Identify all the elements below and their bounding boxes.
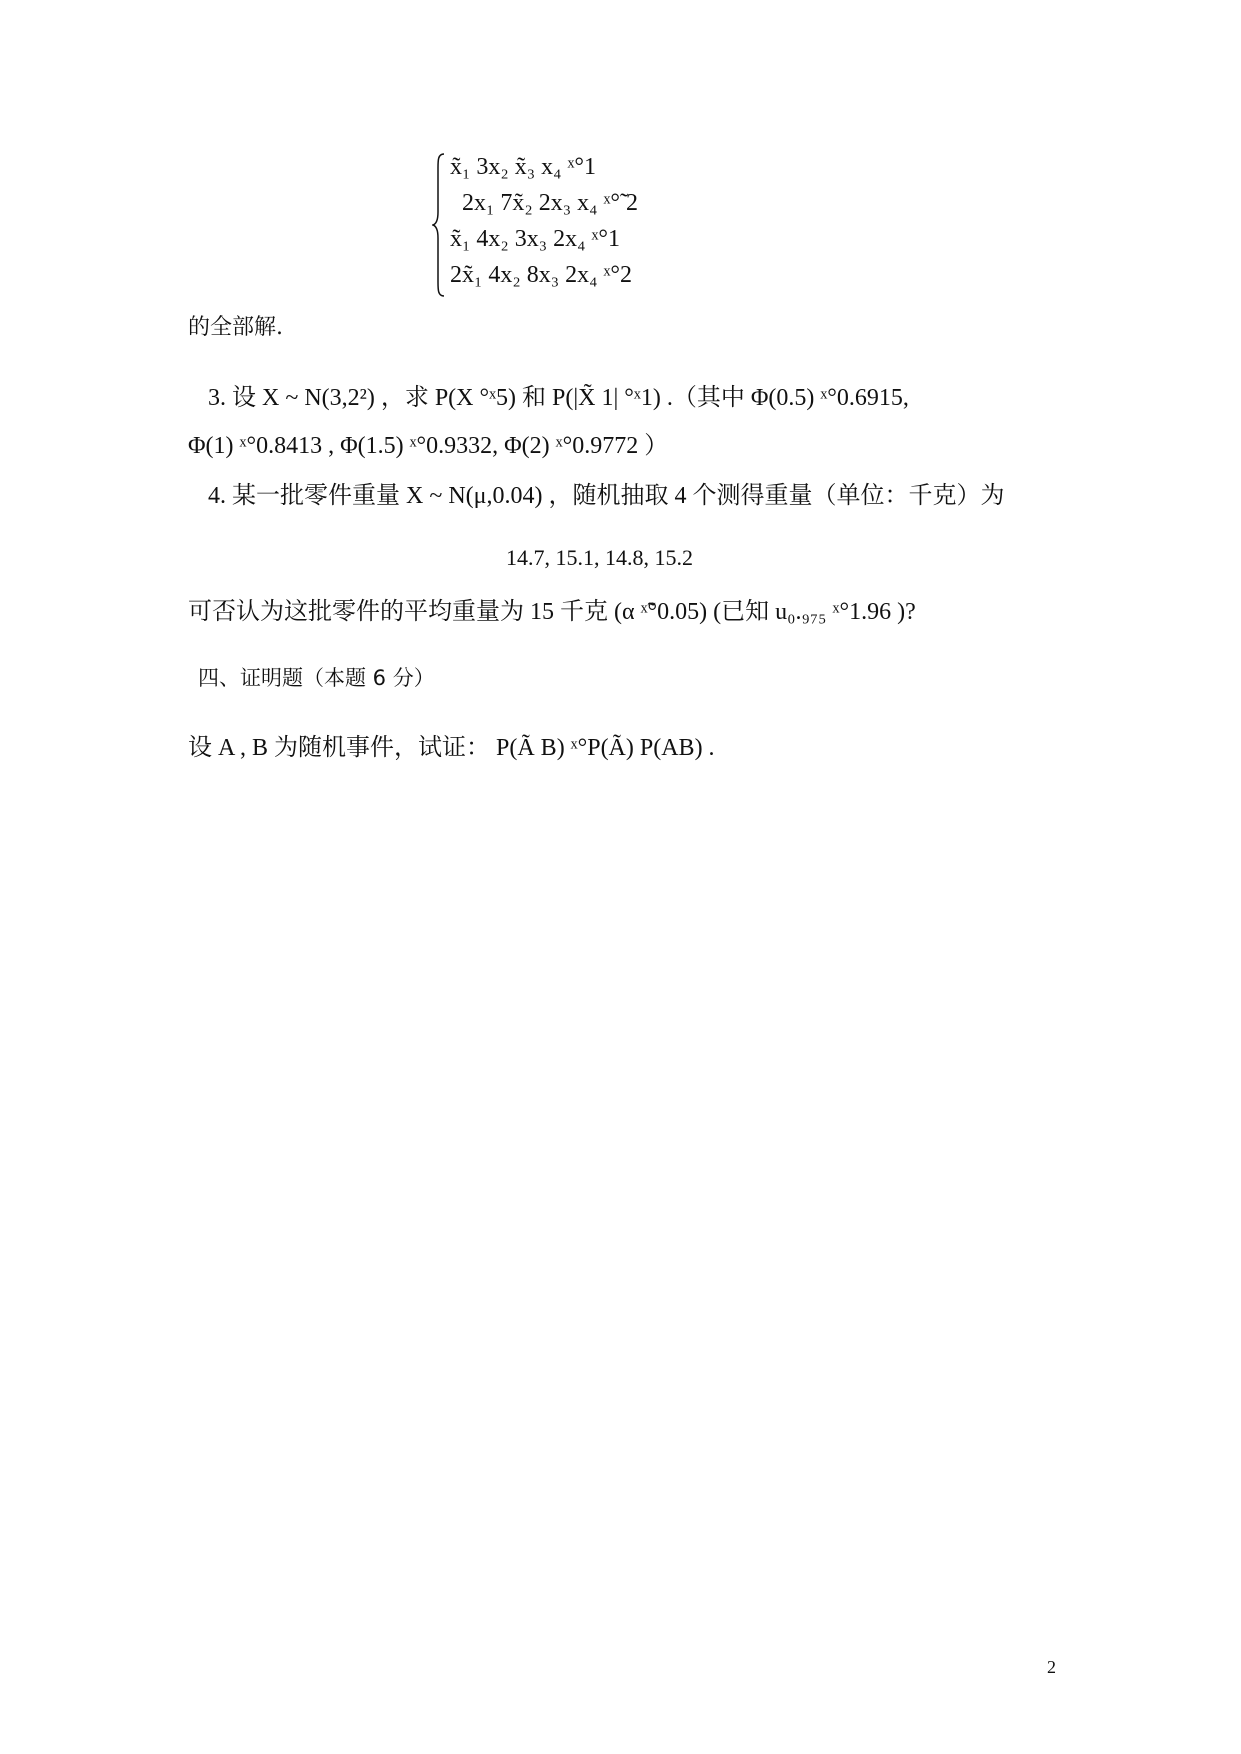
system-tail-text: 的全部解.	[188, 315, 283, 340]
page-number: 2	[1047, 1657, 1056, 1677]
proof-statement: 设 A , B 为随机事件，试证： P(Ã B) ˣ°P(Ã) P(AB) .	[188, 735, 715, 761]
equation-row-1: x̃₁ 3x₂ x̃₃ x₄ ˣ°1	[450, 154, 597, 180]
left-brace	[432, 152, 446, 298]
equation-row-2: 2x₁ 7x̃₂ 2x₃ x₄ ˣ°̃ 2	[462, 190, 639, 216]
equation-row-3: x̃₁ 4x₂ 3x₃ 2x₄ ˣ°1	[450, 226, 621, 252]
equation-row-4: 2x̃₁ 4x₂ 8x₃ 2x₄ ˣ°2	[450, 262, 633, 288]
question-3-line-1: 3. 设 X ~ N(3,2²) ，求 P(X °ˣ5) 和 P(|X̃ 1| °ˣ1) .（其中 Φ(0.5) ˣ°0.6915,	[208, 385, 909, 411]
section-4-heading: 四、证明题（本题 6 分）	[198, 666, 435, 690]
question-4-line-3: 可否认为这批零件的平均重量为 15 千克 (α ˣ̃°0.05) (已知 u₀.₉₇₅ ˣ°1.96 )?	[188, 599, 916, 625]
equation-system	[432, 152, 732, 302]
question-4-line-1: 4. 某一批零件重量 X ~ N(μ,0.04) ，随机抽取 4 个测得重量（单位：千克）为	[208, 483, 1005, 509]
question-4-values: 14.7, 15.1, 14.8, 15.2	[506, 545, 693, 570]
question-3-line-2: Φ(1) ˣ°0.8413 , Φ(1.5) ˣ°0.9332, Φ(2) ˣ°0.9772 ）	[188, 433, 669, 459]
